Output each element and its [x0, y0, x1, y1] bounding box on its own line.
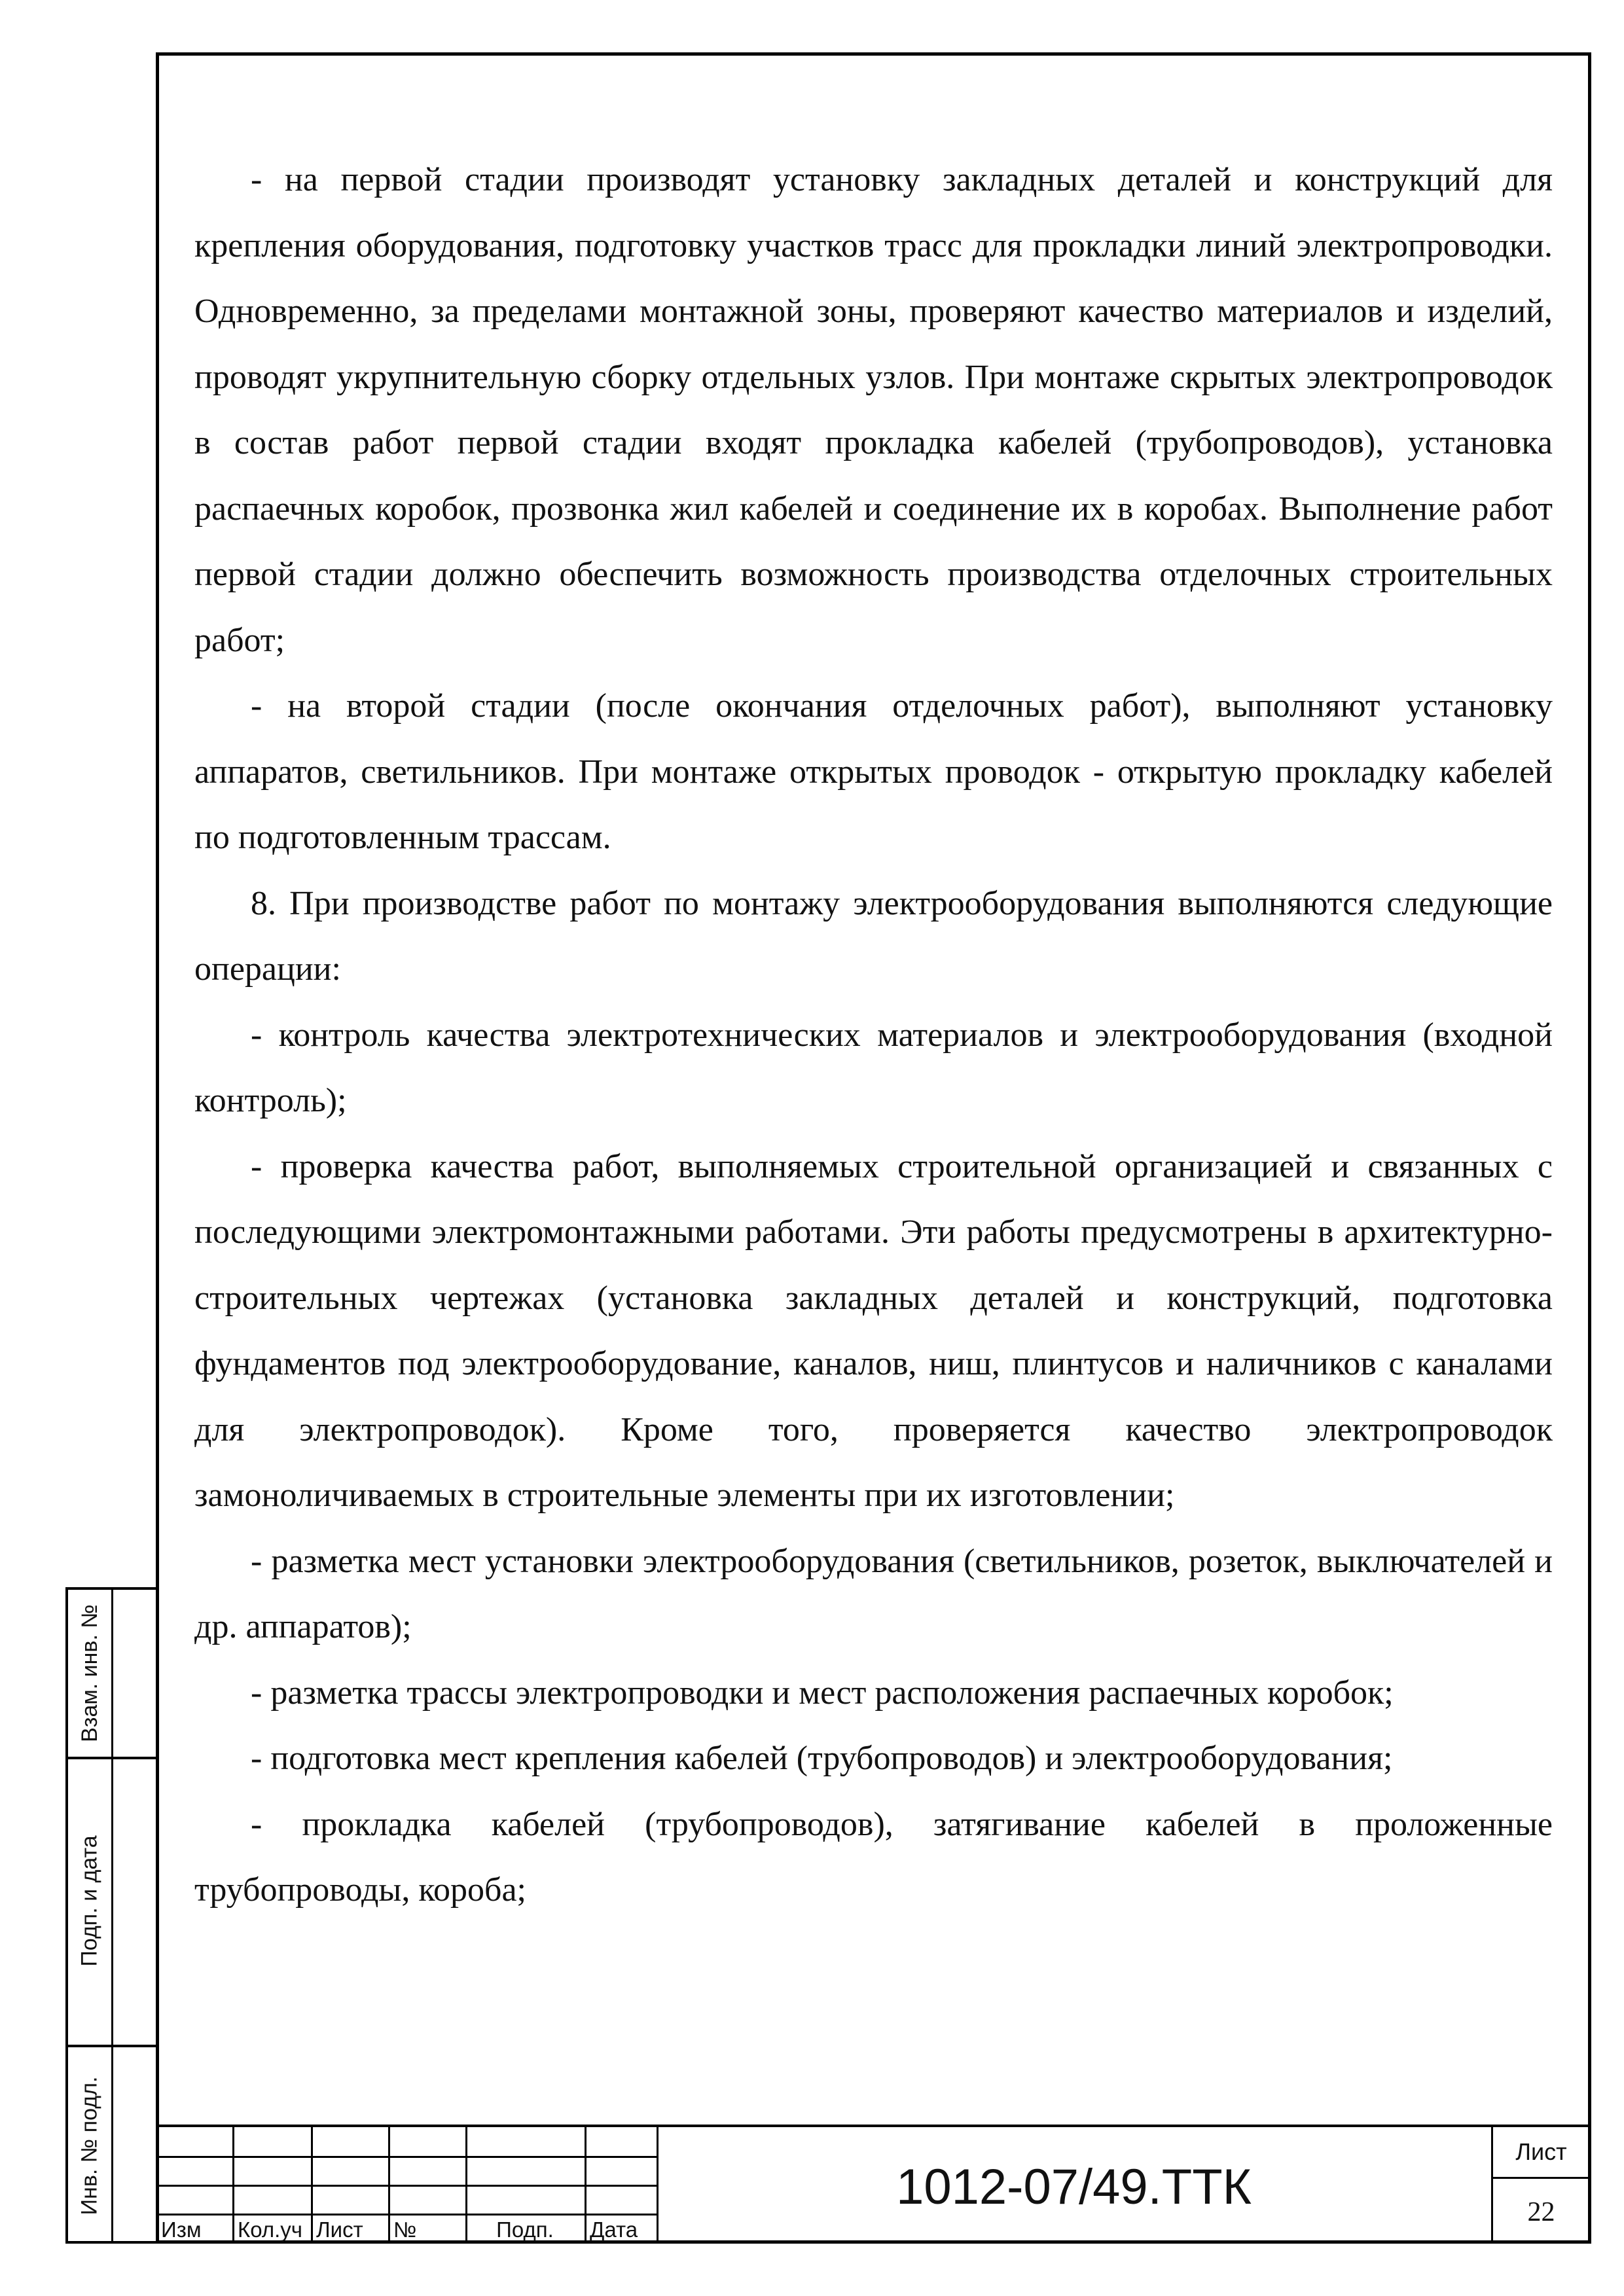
paragraph-4: - контроль качества электротехнических материалов и электрооборудования (входной контроль);: [194, 1016, 1553, 1119]
document-code: 1012-07/49.ТТК: [896, 2159, 1252, 2215]
column-number: №: [393, 2217, 417, 2242]
title-block-line: [156, 2185, 657, 2187]
paragraph-2: - на второй стадии (после окончания отделочных работ), выполняют установку аппаратов, светильников. При монтаже открытых проводок - открытую прокладку кабелей по подготовленным трассам.: [194, 687, 1553, 856]
title-block-line: [1491, 2177, 1591, 2179]
title-block-line: [156, 2156, 657, 2158]
column-data: Дата: [590, 2217, 638, 2242]
column-kol-uch: Кол.уч: [238, 2217, 302, 2242]
side-label-vzam: Взам. инв. №: [77, 1604, 102, 1742]
column-list: Лист: [316, 2217, 363, 2242]
column-podp: Подп.: [496, 2217, 554, 2242]
sheet-number: 22: [1527, 2197, 1555, 2227]
paragraph-3: 8. При производстве работ по монтажу электрооборудования выполняются следующие операции:: [194, 884, 1553, 988]
title-block: [156, 2125, 1591, 2244]
side-stamp-strip: [65, 1587, 156, 2244]
column-izm: Изм: [161, 2217, 202, 2242]
paragraph-7: - разметка трассы электропроводки и мест расположения распаечных коробок;: [251, 1674, 1394, 1712]
side-strip-divider: [111, 1590, 113, 2241]
sheet-label: Лист: [1515, 2138, 1567, 2165]
side-label-inv: Инв. № подл.: [77, 2076, 102, 2215]
paragraph-8: - подготовка мест крепления кабелей (трубопроводов) и электрооборудования;: [251, 1740, 1393, 1777]
paragraph-1: - на первой стадии производят установку закладных деталей и конструкций для крепления оборудования, подготовку участков трасс для прокладки линий электропроводки. Одновременно, за пределами монтажной зоны, проверяют качество материалов и изделий, проводят укрупнительную сборку отдельных узлов. При монтаже скрытых электропроводок в состав работ первой стадии входят прокладка кабелей (трубопроводов), установка распаечных коробок, прозвонка жил кабелей и соединение их в коробах. Выполнение работ первой стадии должно обеспечить возможность производства отделочных строительных работ;: [194, 161, 1553, 659]
paragraph-5: - проверка качества работ, выполняемых строительной организацией и связанных с последующими электромонтажными работами. Эти работы предусмотрены в архитектурно-строительных чертежах (установка закладных деталей и конструкций, подготовка фундаментов под электрооборудование, каналов, ниш, плинтусов и наличников с каналами для электропроводок). Кроме того, проверяется качество электропроводок замоноличиваемых в строительные элементы при их изготовлении;: [194, 1147, 1553, 1514]
side-label-podp: Подп. и дата: [77, 1835, 102, 1967]
document-body: [194, 147, 1553, 1924]
paragraph-6: - разметка мест установки электрооборудования (светильников, розеток, выключателей и др. аппаратов);: [194, 1542, 1553, 1645]
paragraph-9: - прокладка кабелей (трубопроводов), затягивание кабелей в проложенные трубопроводы, короба;: [194, 1805, 1553, 1909]
